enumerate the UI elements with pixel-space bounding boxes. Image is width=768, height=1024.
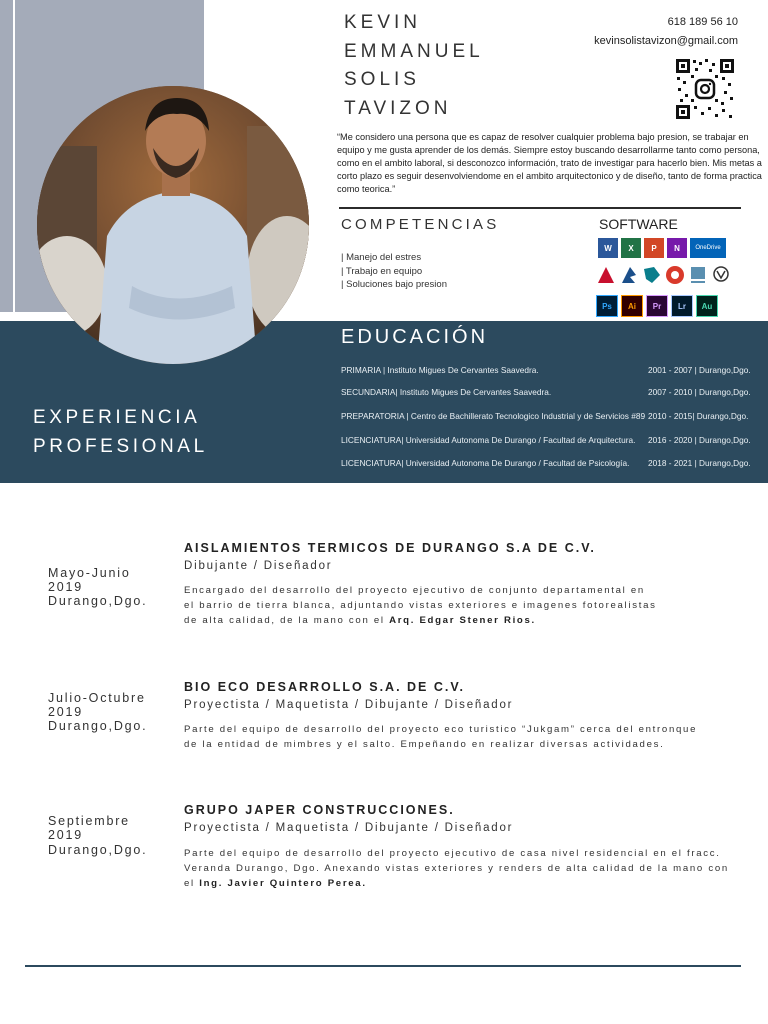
education-period: 2018 - 2021 | Durango,Dgo.: [648, 458, 751, 468]
word-icon: W: [598, 238, 618, 258]
education-period: 2016 - 2020 | Durango,Dgo.: [648, 435, 751, 445]
name-line: KEVIN: [344, 12, 422, 33]
job-role: Proyectista / Maquetista / Dibujante / Diseñador: [184, 822, 514, 834]
illustrator-icon: Ai: [621, 295, 643, 317]
divider: [25, 965, 741, 967]
software-heading: SOFTWARE: [599, 216, 678, 232]
education-school: LICENCIATURA| Universidad Autonoma De Durango / Facultad de Psicología.: [341, 458, 630, 468]
render-icon: [688, 265, 708, 285]
job-date: 2019: [48, 828, 84, 842]
education-school: LICENCIATURA| Universidad Autonoma De Durango / Facultad de Arquitectura.: [341, 435, 636, 445]
education-period: 2007 - 2010 | Durango,Dgo.: [648, 387, 751, 397]
name-line: TAVIZON: [344, 98, 452, 119]
education-school: PREPARATORIA | Centro de Bachillerato Tecnologico Industrial y de Servicios #89: [341, 411, 646, 421]
profile-summary: “Me considero una persona que es capaz de resolver cualquier problema bajo presion, se trabajar en equipo y me gusta aprender de los demás. Siempre estoy buscando desarrollarme tanto como persona, como en el ambito laboral, si desconozco información, trato de investigar para hacerlo bien. Mis metas a corto plazo es seguir desenvolviendome en el ambito arquitectonico y de diseño, tanto de forma practica como teorica.”: [337, 132, 762, 194]
name-line: EMMANUEL: [344, 41, 484, 62]
education-school: PRIMARIA | Instituto Migues De Cervantes Saavedra.: [341, 365, 539, 375]
job-location: Durango,Dgo.: [48, 843, 148, 857]
skill-item: | Soluciones bajo presion: [341, 279, 447, 290]
job-description: Parte del equipo de desarrollo del proyecto ejecutivo de casa nivel residencial en el fracc. Veranda Durango, Dgo. Anexando vistas exteriores y renders de alta calidad de la mano con el Ing. Javier Quintero Perea.: [184, 848, 729, 889]
job-date: Julio-Octubre: [48, 691, 146, 705]
qr-code-icon: [675, 58, 735, 120]
vray-icon: [711, 265, 731, 285]
education-period: 2010 - 2015| Durango,Dgo.: [648, 411, 749, 421]
software-row: [598, 238, 726, 258]
autocad-icon: [596, 265, 616, 285]
phone-number: 618 189 56 10: [667, 16, 738, 28]
skill-item: | Manejo del estres: [341, 252, 422, 263]
powerpoint-icon: P: [644, 238, 664, 258]
job-company: BIO ECO DESARROLLO S.A. DE C.V.: [184, 680, 466, 694]
job-description: Encargado del desarrollo del proyecto ejecutivo de conjunto departamental en el barrio de tierra blanca, adjuntando vistas exteriores e imagenes fotorealistas de alta calidad, de la mano con el Arq. Edgar Stener Rios.: [184, 585, 657, 626]
onedrive-icon: OneDrive: [690, 238, 726, 258]
education-school: SECUNDARIA| Instituto Migues De Cervantes Saavedra.: [341, 387, 552, 397]
divider: [339, 207, 741, 209]
software-row: [596, 295, 718, 317]
job-description: Parte del equipo de desarrollo del proyecto eco turistico “Jukgam” cerca del entronque de la entidad de mimbres y el salto. Empeñando en realizar diversas actividades.: [184, 724, 698, 750]
job-location: Durango,Dgo.: [48, 594, 148, 608]
revit-icon: [619, 265, 639, 285]
premiere-icon: Pr: [646, 295, 668, 317]
job-date: 2019: [48, 705, 84, 719]
name-line: SOLIS: [344, 69, 420, 90]
lumion-icon: [665, 265, 685, 285]
photoshop-icon: Ps: [596, 295, 618, 317]
sketchup-icon: [642, 265, 662, 285]
decorative-line: [13, 0, 15, 340]
onenote-icon: N: [667, 238, 687, 258]
job-date: Mayo-Junio: [48, 566, 131, 580]
skill-item: | Trabajo en equipo: [341, 266, 423, 277]
job-role: Dibujante / Diseñador: [184, 560, 333, 572]
education-period: 2001 - 2007 | Durango,Dgo.: [648, 365, 751, 375]
software-row: [596, 265, 731, 285]
email-address[interactable]: kevinsolistavizon@gmail.com: [594, 35, 738, 47]
experiencia-heading: EXPERIENCIA: [33, 407, 201, 428]
job-date: 2019: [48, 580, 84, 594]
job-role: Proyectista / Maquetista / Dibujante / Diseñador: [184, 699, 514, 711]
lightroom-icon: Lr: [671, 295, 693, 317]
job-company: GRUPO JAPER CONSTRUCCIONES.: [184, 803, 455, 817]
audition-icon: Au: [696, 295, 718, 317]
job-location: Durango,Dgo.: [48, 719, 148, 733]
experiencia-heading: PROFESIONAL: [33, 436, 208, 457]
job-date: Septiembre: [48, 814, 130, 828]
job-company: AISLAMIENTOS TERMICOS DE DURANGO S.A DE C.V.: [184, 541, 596, 555]
competencias-heading: COMPETENCIAS: [341, 216, 500, 233]
educacion-heading: EDUCACIÓN: [341, 326, 489, 348]
excel-icon: X: [621, 238, 641, 258]
profile-photo: [37, 86, 309, 364]
